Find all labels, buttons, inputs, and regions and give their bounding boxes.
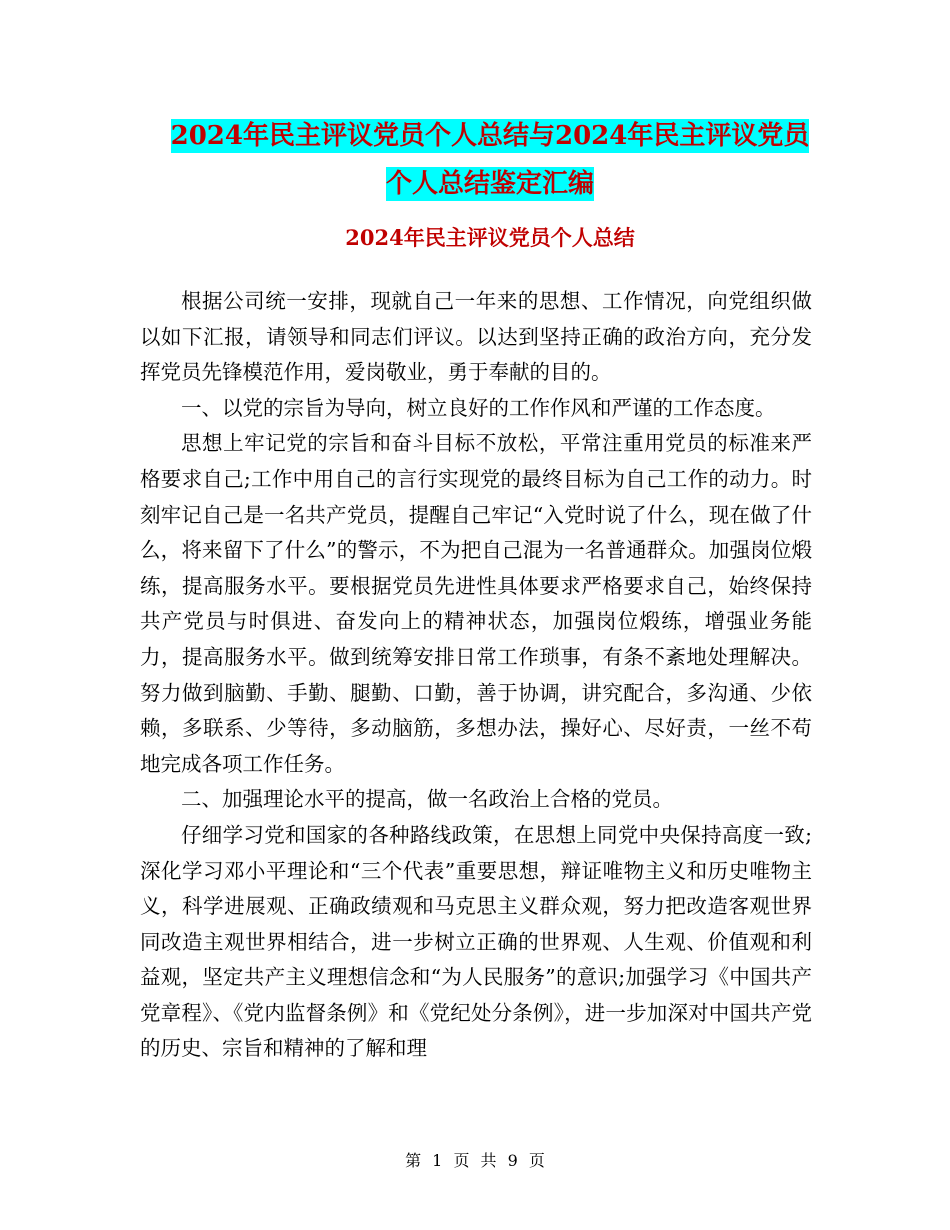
paragraph-body-1: 思想上牢记党的宗旨和奋斗目标不放松，平常注重用党员的标准来严格要求自己;工作中用自己的言行实现党的最终目标为自己工作的动力。时刻牢记自己是一名共产党员，提醒自己牢记“入党时说了什么，现在做了什么，将来留下了什么”的警示，不为把自己混为一名普通群众。加强岗位煅练，提高服务水平。要根据党员先进性具体要求严格要求自己，始终保持共产党员与时俱进、奋发向上的精神状态，加强岗位煅练，增强业务能力，提高服务水平。做到统筹安排日常工作琐事，有条不紊地处理解决。努力做到脑勤、手勤、腿勤、口勤，善于协调，讲究配合，多沟通、少依赖，多联系、少等待，多动脑筋，多想办法，操好心、尽好责，一丝不苟地完成各项工作任务。 xyxy=(140,431,812,776)
paragraph-body-2: 仔细学习党和国家的各种路线政策，在思想上同党中央保持高度一致;深化学习邓小平理论和“三个代表”重要思想，辩证唯物主义和历史唯物主义，科学进展观、正确政绩观和马克思主义群众观，努力把改造客观世界同改造主观世界相结合，进一步树立正确的世界观、人生观、价值观和利益观，坚定共产主义理想信念和“为人民服务”的意识;加强学习《中国共产党章程》、《党内监督条例》和《党纪处分条例》，进一步加深对中国共产党的历史、宗旨和精神的了解和理 xyxy=(140,822,812,1061)
paragraph-heading-1: 一、以党的宗旨为导向，树立良好的工作作风和严谨的工作态度。 xyxy=(181,395,776,420)
page-number-footer: 第 1 页 共 9 页 xyxy=(405,1151,545,1170)
document-title-line-2: 个人总结鉴定汇编 xyxy=(385,169,594,199)
document-title-line-1: 2024年民主评议党员个人总结与2024年民主评议党员 xyxy=(170,121,810,151)
document-body xyxy=(140,284,812,1067)
section-title: 2024年民主评议党员个人总结 xyxy=(345,225,635,250)
document-title xyxy=(140,112,840,208)
paragraph-heading-2: 二、加强理论水平的提高，做一名政治上合格的党员。 xyxy=(181,787,673,812)
paragraph-intro: 根据公司统一安排，现就自己一年来的思想、工作情况，向党组织做以如下汇报，请领导和同志们评议。以达到坚持正确的政治方向，充分发挥党员先锋模范作用，爱岗敬业，勇于奉献的目的。 xyxy=(140,289,812,385)
